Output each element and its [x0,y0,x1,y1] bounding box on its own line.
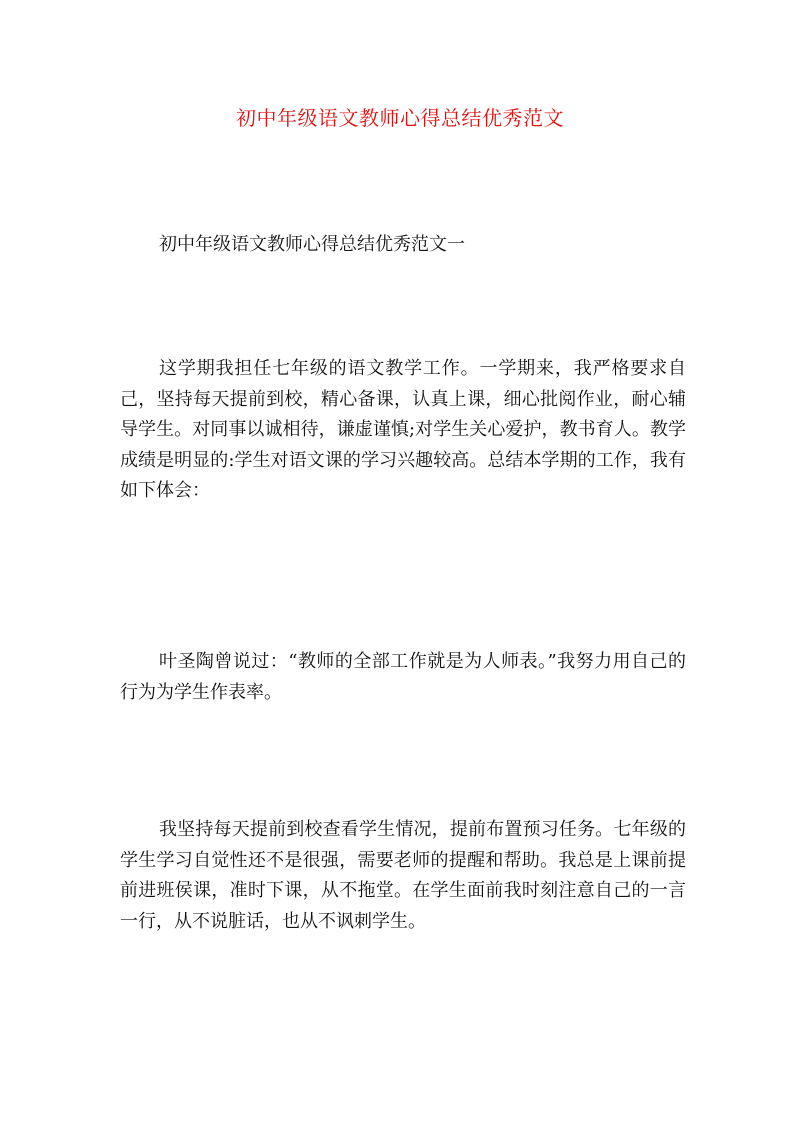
document-subtitle: 初中年级语文教师心得总结优秀范文一 [159,234,465,255]
paragraph-1: 这学期我担任七年级的语文教学工作。一学期来，我严格要求自己，坚持每天提前到校，精心备课，认真上课，细心批阅作业，耐心辅导学生。对同事以诚相待，谦虚谨慎;对学生关心爱护，教书育人。教学成绩是明显的:学生对语文课的学习兴趣较高。总结本学期的工作，我有如下体会： [120,358,686,502]
paragraph-3: 我坚持每天提前到校查看学生情况，提前布置预习任务。七年级的学生学习自觉性还不是很强，需要老师的提醒和帮助。我总是上课前提前进班侯课，准时下课，从不拖堂。在学生面前我时刻注意自己的一言一行，从不说脏话，也从不讽刺学生。 [120,819,686,932]
paragraph-2: 叶圣陶曾说过：“教师的全部工作就是为人师表。”我努力用自己的行为为学生作表率。 [120,651,686,703]
document-title: 初中年级语文教师心得总结优秀范文 [236,106,564,130]
